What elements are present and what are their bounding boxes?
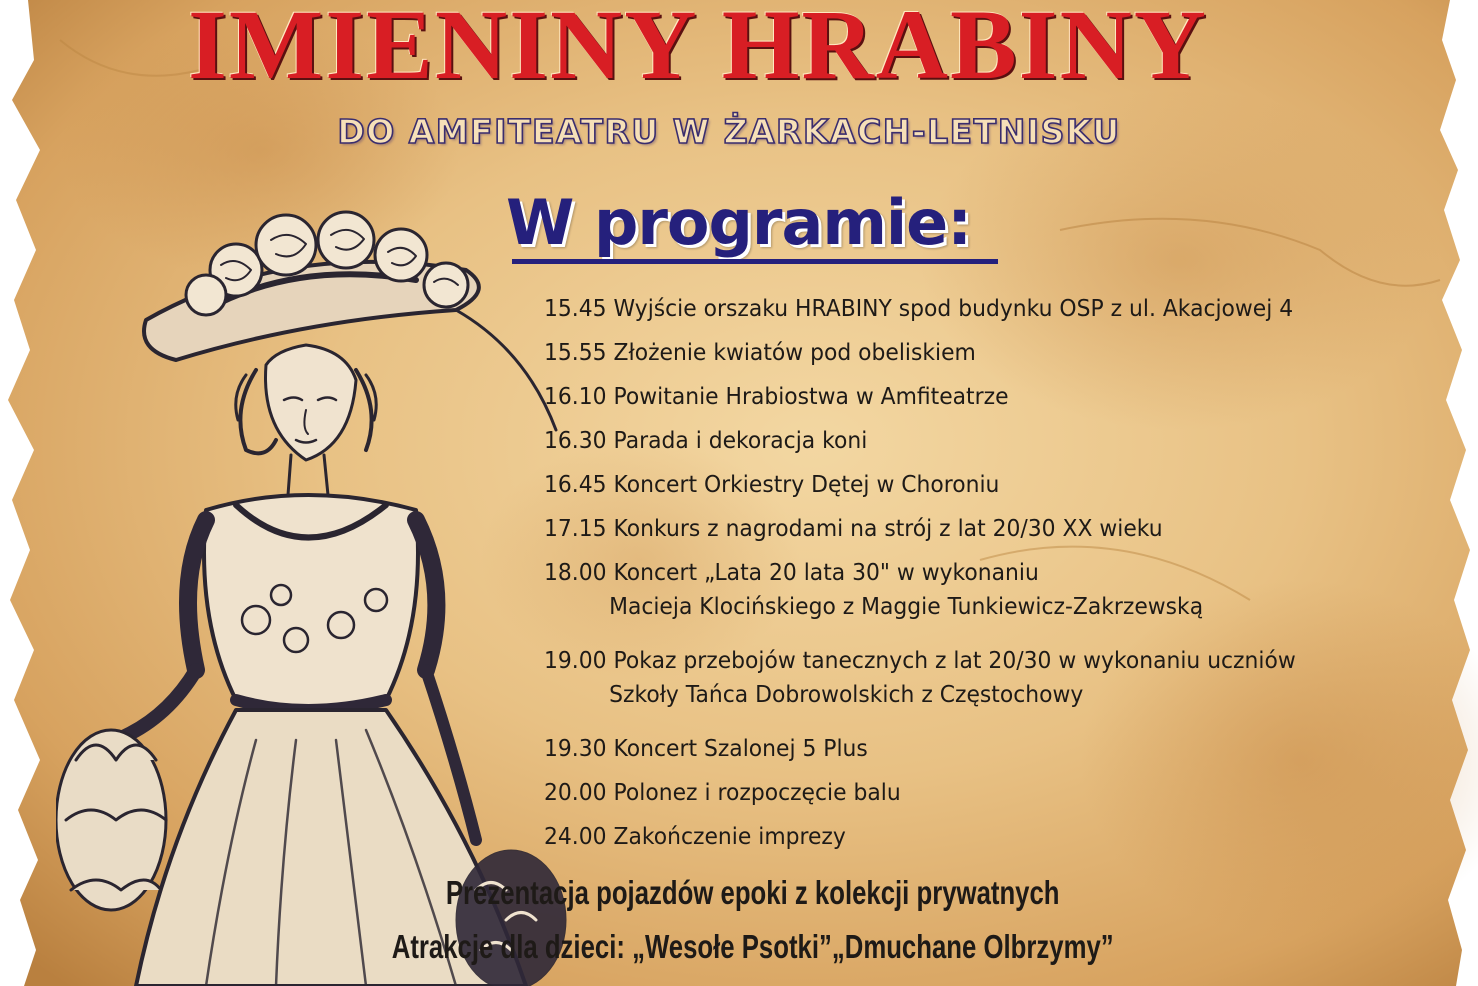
poster-subtitle: DO AMFITEATRU W ŻARKACH-LETNISKU <box>337 112 1121 151</box>
schedule-item <box>544 558 1203 620</box>
schedule-time: 24.00 <box>544 822 607 850</box>
schedule-time: 19.00 <box>544 646 607 674</box>
program-heading-underline <box>512 259 998 264</box>
schedule-item <box>544 646 1296 708</box>
schedule-text: Koncert Szalonej 5 Plus <box>613 734 868 762</box>
schedule-time: 16.45 <box>544 470 607 498</box>
schedule-time: 15.45 <box>544 294 607 322</box>
schedule-item <box>544 426 867 454</box>
program-heading: W programie: <box>506 186 972 259</box>
extras-line: Prezentacja pojazdów epoki z kolekcji prywatnych <box>445 874 1060 911</box>
schedule-continuation: Macieja Klocińskiego z Maggie Tunkiewicz-Zakrzewską <box>609 592 1204 620</box>
schedule-text: Koncert Orkiestry Dętej w Choroniu <box>613 470 1000 498</box>
schedule-text: Powitanie Hrabiostwa w Amfiteatrze <box>613 382 1009 410</box>
schedule-text: Konkurs z nagrodami na strój z lat 20/30 XX wieku <box>613 514 1163 542</box>
poster-title: IMIENINY HRABINY <box>187 0 1209 100</box>
schedule-time: 19.30 <box>544 734 607 762</box>
schedule-time: 16.30 <box>544 426 607 454</box>
schedule-item <box>544 470 999 498</box>
schedule-item <box>544 734 868 762</box>
schedule-time: 16.10 <box>544 382 607 410</box>
schedule-item <box>544 514 1163 542</box>
schedule-text: Koncert „Lata 20 lata 30" w wykonaniu <box>613 558 1039 586</box>
schedule-text: Złożenie kwiatów pod obeliskiem <box>613 338 976 366</box>
schedule-text: Polonez i rozpoczęcie balu <box>613 778 901 806</box>
schedule-text: Wyjście orszaku HRABINY spod budynku OSP z ul. Akacjowej 4 <box>613 294 1294 322</box>
schedule-time: 18.00 <box>544 558 607 586</box>
schedule-text: Parada i dekoracja koni <box>613 426 868 454</box>
countess-sketch-icon <box>56 200 576 986</box>
schedule-item <box>544 382 1009 410</box>
schedule-item <box>544 778 901 806</box>
schedule-text: Zakończenie imprezy <box>613 822 846 850</box>
schedule-text: Pokaz przebojów tanecznych z lat 20/30 w wykonaniu uczniów <box>613 646 1296 674</box>
schedule-time: 15.55 <box>544 338 607 366</box>
schedule-continuation: Szkoły Tańca Dobrowolskich z Częstochowy <box>609 680 1084 708</box>
schedule-time: 20.00 <box>544 778 607 806</box>
schedule-item <box>544 294 1293 322</box>
schedule-item <box>544 338 976 366</box>
schedule-item <box>544 822 846 850</box>
extras-line: Atrakcje dla dzieci: „Wesołe Psotki”„Dmuchane Olbrzymy” <box>391 928 1114 965</box>
schedule-time: 17.15 <box>544 514 607 542</box>
